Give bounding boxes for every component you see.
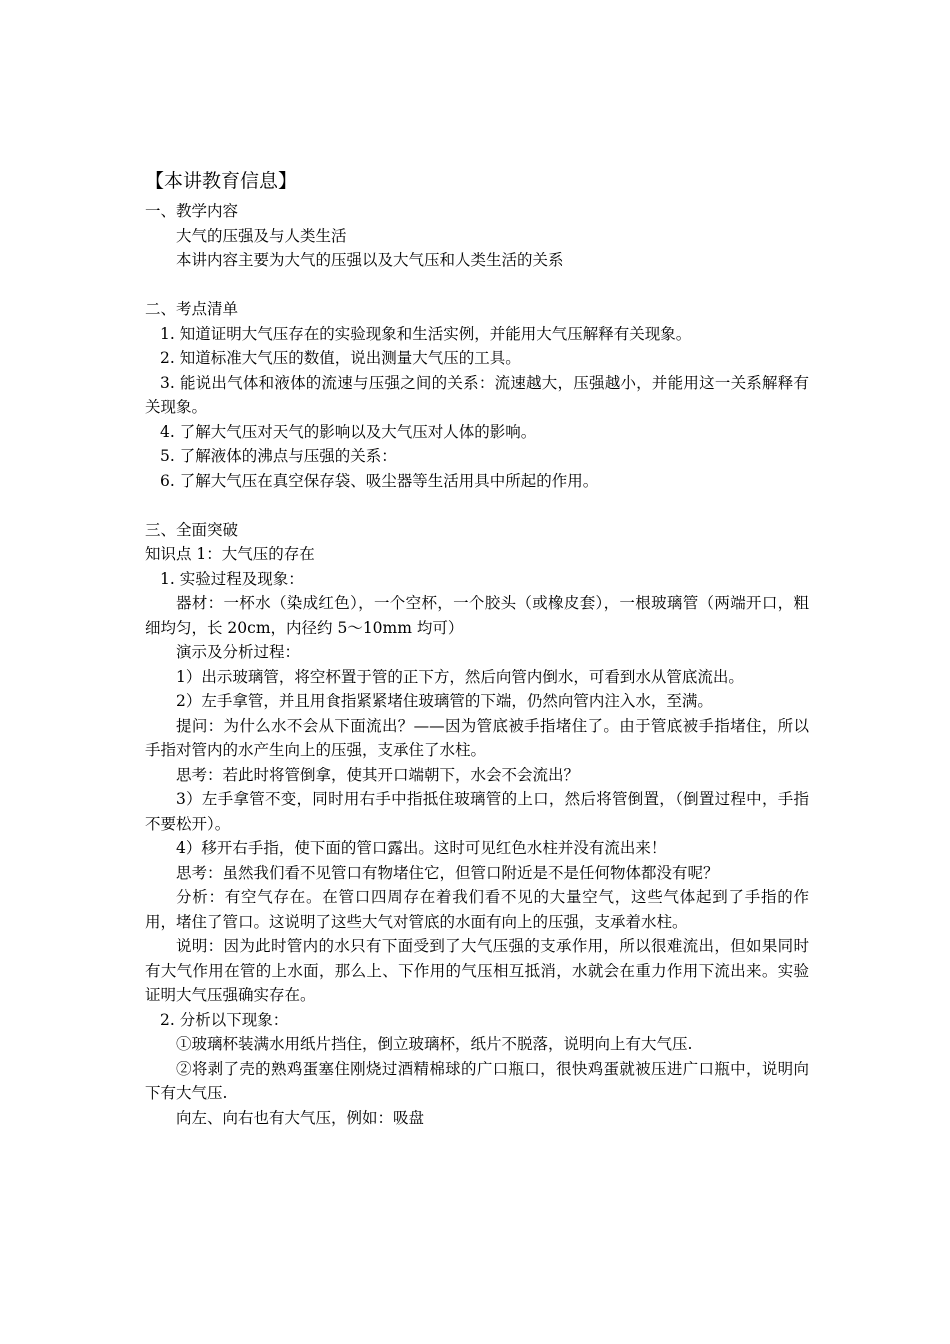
subsection-heading: 1. 实验过程及现象： xyxy=(160,569,304,588)
explanation-paragraph: 说明：因为此时管内的水只有下面受到了大气压强的支承作用，所以很难流出，但如果同时有大气作用在管的上水面，那么上、下作用的气压相互抵消，水就会在重力作用下流出来。实验证明大气压强确实存在。 xyxy=(145,937,809,1004)
checklist-item: 2. 知道标准大气压的数值，说出测量大气压的工具。 xyxy=(160,349,521,367)
equipment-paragraph: 器材：一杯水（染成红色），一个空杯，一个胶头（或橡皮套），一根玻璃管（两端开口，粗细均匀，长 20cm，内径约 5～10mm 均可） xyxy=(145,594,809,637)
section-heading-checklist: 二、考点清单 xyxy=(145,300,239,318)
checklist-item: 1. 知道证明大气压存在的实验现象和生活实例，并能用大气压解释有关现象。 xyxy=(160,324,692,343)
topic-line: 大气的压强及与人类生活 xyxy=(176,226,347,245)
think-paragraph: 思考：虽然我们看不见管口有物堵住它，但管口附近是不是任何物体都没有呢？ xyxy=(176,863,719,882)
step-paragraph: 2）左手拿管，并且用食指紧紧堵住玻璃管的下端，仍然向管内注入水，至满。 xyxy=(176,692,713,710)
checklist-item: 4. 了解大气压对天气的影响以及大气压对人体的影响。 xyxy=(160,422,537,441)
checklist-item: 3. 能说出气体和液体的流速与压强之间的关系：流速越大，压强越小，并能用这一关系解释有关现象。 xyxy=(145,373,809,416)
think-paragraph: 思考：若此时将管倒拿，使其开口端朝下，水会不会流出？ xyxy=(176,765,580,784)
spacer xyxy=(145,273,809,298)
topic-description: 本讲内容主要为大气的压强以及大气压和人类生活的关系 xyxy=(176,251,564,269)
document-page xyxy=(145,168,809,1130)
phenomenon-paragraph: ①玻璃杯装满水用纸片挡住，倒立玻璃杯，纸片不脱落，说明向上有大气压. xyxy=(176,1035,693,1053)
spacer xyxy=(145,493,809,518)
section-heading-teaching-content: 一、教学内容 xyxy=(145,202,239,220)
step-paragraph: 3）左手拿管不变，同时用右手中指抵住玻璃管的上口，然后将管倒置，（倒置过程中，手指不要松开）。 xyxy=(145,790,809,833)
document-title: 【本讲教育信息】 xyxy=(145,170,298,192)
phenomenon-paragraph: ②将剥了壳的熟鸡蛋塞住刚烧过酒精棉球的广口瓶口，很快鸡蛋就被压进广口瓶中，说明向下有大气压. xyxy=(145,1059,809,1102)
question-paragraph: 提问：为什么水不会从下面流出？——因为管底被手指堵住了。由于管底被手指堵住，所以手指对管内的水产生向上的压强，支承住了水柱。 xyxy=(145,716,809,759)
demo-heading: 演示及分析过程： xyxy=(176,643,301,661)
knowledge-point-heading: 知识点 1：大气压的存在 xyxy=(145,545,315,563)
checklist-item: 6. 了解大气压在真空保存袋、吸尘器等生活用具中所起的作用。 xyxy=(160,471,599,490)
step-paragraph: 4）移开右手指，使下面的管口露出。这时可见红色水柱并没有流出来！ xyxy=(176,839,667,857)
analysis-paragraph: 分析：有空气存在。在管口四周存在着我们看不见的大量空气，这些气体起到了手指的作用，堵住了管口。这说明了这些大气对管底的水面有向上的压强，支承着水柱。 xyxy=(145,888,809,931)
section-heading-breakthrough: 三、全面突破 xyxy=(145,520,239,539)
phenomenon-paragraph: 向左、向右也有大气压，例如：吸盘 xyxy=(176,1108,425,1127)
checklist-item: 5. 了解液体的沸点与压强的关系： xyxy=(160,447,397,465)
subsection-heading: 2. 分析以下现象： xyxy=(160,1010,289,1029)
step-paragraph: 1）出示玻璃管，将空杯置于管的正下方，然后向管内倒水，可看到水从管底流出。 xyxy=(176,667,744,686)
